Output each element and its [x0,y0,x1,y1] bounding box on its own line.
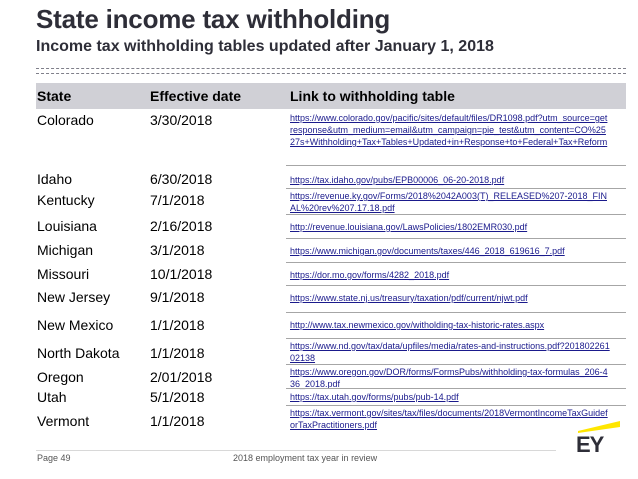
date-cell: 5/1/2018 [150,389,205,405]
page-number: Page 49 [37,453,71,463]
header-state: State [37,88,72,104]
withholding-link[interactable]: https://tax.vermont.gov/sites/tax/files/documents/2018VermontIncomeTaxGuideforTaxPractitioners.pdf [290,408,608,430]
date-cell: 3/30/2018 [150,112,213,128]
page-title: State income tax withholding [36,4,391,34]
row-divider [286,405,626,406]
row-divider [286,238,626,239]
state-cell: Missouri [37,266,90,282]
withholding-link[interactable]: https://dor.mo.gov/forms/4282_2018.pdf [290,270,450,280]
state-cell: Colorado [37,112,94,128]
row-divider [286,338,626,339]
state-cell: New Jersey [37,289,111,305]
state-cell: Kentucky [37,192,95,208]
page-subtitle: Income tax withholding tables updated after January 1, 2018 [36,38,494,55]
row-divider [286,262,626,263]
divider [36,68,626,69]
row-divider [286,364,626,365]
row-divider [286,188,626,189]
date-cell: 3/1/2018 [150,242,205,258]
withholding-link[interactable]: https://tax.utah.gov/forms/pubs/pub-14.pdf [290,392,459,402]
withholding-link[interactable]: https://www.colorado.gov/pacific/sites/default/files/DR1098.pdf?utm_source=getresponse&utm_medium=email&utm_campaign=pie_test&utm_content=CO%2527s+Withholding+Tax+Tables+Updated+in+Response+to+Federal+Tax+Reform [290,113,608,147]
date-cell: 1/1/2018 [150,317,205,333]
date-cell: 1/1/2018 [150,413,205,429]
state-cell: Louisiana [37,218,97,234]
date-cell: 1/1/2018 [150,345,205,361]
row-divider [286,388,626,389]
row-divider [286,285,626,286]
divider [36,73,626,74]
header-effective-date: Effective date [150,88,242,104]
withholding-link[interactable]: https://www.oregon.gov/DOR/forms/FormsPubs/withholding-tax-formulas_206-436_2018.pdf [290,367,608,389]
row-divider [286,165,626,166]
withholding-link[interactable]: https://www.michigan.gov/documents/taxes/446_2018_619616_7.pdf [290,246,565,256]
withholding-link[interactable]: https://tax.idaho.gov/pubs/EPB00006_06-20-2018.pdf [290,175,505,185]
state-cell: Oregon [37,369,84,385]
state-cell: Michigan [37,242,94,258]
footer-divider [36,450,556,451]
withholding-link[interactable]: http://revenue.louisiana.gov/LawsPolicies/1802EMR030.pdf [290,222,528,232]
date-cell: 9/1/2018 [150,289,205,305]
footer-caption: 2018 employment tax year in review [233,453,378,463]
row-divider [286,312,626,313]
withholding-link[interactable]: https://revenue.ky.gov/Forms/2018%2042A003(T)_RELEASED%207-2018_FINAL%20rev%207.17.18.pdf [290,191,607,213]
state-cell: Idaho [37,171,73,187]
date-cell: 10/1/2018 [150,266,213,282]
state-cell: New Mexico [37,317,114,333]
ey-logo-text: EY [576,432,604,457]
row-divider [286,214,626,215]
date-cell: 2/01/2018 [150,369,213,385]
state-cell: Utah [37,389,67,405]
state-cell: Vermont [37,413,90,429]
date-cell: 7/1/2018 [150,192,205,208]
date-cell: 6/30/2018 [150,171,213,187]
header-link: Link to withholding table [290,88,455,104]
state-cell: North Dakota [37,345,120,361]
withholding-link[interactable]: https://www.state.nj.us/treasury/taxation/pdf/current/njwt.pdf [290,293,528,303]
withholding-link[interactable]: https://www.nd.gov/tax/data/upfiles/media/rates-and-instructions.pdf?20180226102138 [290,341,610,363]
withholding-link[interactable]: http://www.tax.newmexico.gov/witholding-tax-historic-rates.aspx [290,320,545,330]
date-cell: 2/16/2018 [150,218,213,234]
